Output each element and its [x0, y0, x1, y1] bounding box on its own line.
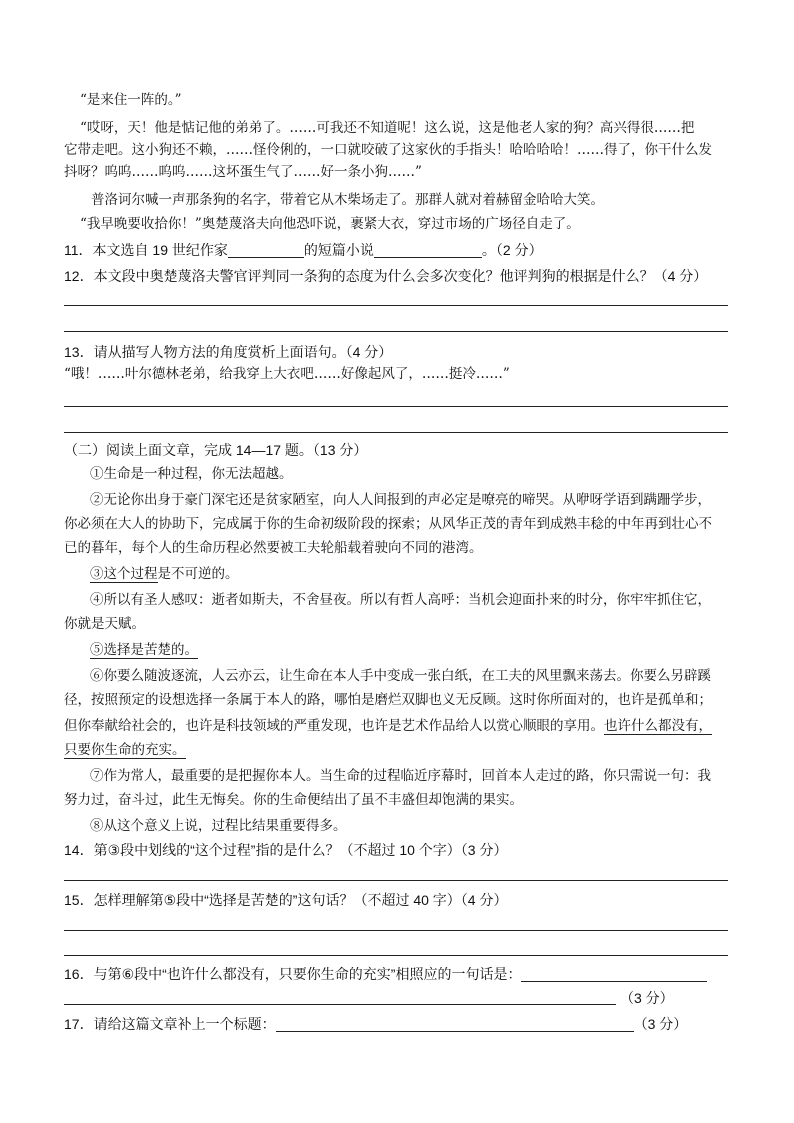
- question-11: [64, 240, 543, 260]
- question-16: [64, 964, 707, 984]
- q11-author-blank[interactable]: [228, 243, 304, 258]
- q15-answer-line-1[interactable]: [64, 930, 728, 931]
- q11-title-blank[interactable]: [374, 243, 482, 258]
- question-16-text: 16．与第⑥段中“也许什么都没有，只要你生命的充实”相照应的一句话是：: [64, 966, 522, 982]
- essay-para-3: [90, 564, 239, 584]
- q14-answer-line[interactable]: [64, 880, 728, 881]
- q13-answer-line-2[interactable]: [64, 432, 728, 433]
- essay-para-4-line-1: ④所以有圣人感叹：逝者如斯夫，不舍昼夜。所以有哲人高呼：当机会迎面扑来的时分，你牢牢抓住它，: [90, 592, 711, 608]
- underlined-this-process: ③这个过程: [90, 566, 158, 582]
- q16-answer-line-2[interactable]: [64, 1004, 616, 1005]
- essay-para-8: ⑧从这个意义上说，过程比结果重要得多。: [90, 818, 347, 834]
- story-paragraph-1: “是来住一阵的。”: [80, 92, 182, 108]
- essay-para-4-line-2: 你就是天赋。: [64, 616, 145, 632]
- essay-para-1: ①生命是一种过程，你无法超越。: [90, 466, 293, 482]
- q16-answer-blank-1[interactable]: [521, 967, 707, 982]
- q12-answer-line-1[interactable]: [64, 305, 728, 306]
- question-17-text: 17．请给这篇文章补上一个标题：: [64, 1016, 276, 1032]
- underlined-maybe-nothing: 也许什么都没有，: [604, 718, 712, 734]
- question-12: 12．本文段中奥楚蔑洛夫警官评判同一条狗的态度为什么会多次变化？他评判狗的根据是什么？（4 分）: [64, 268, 708, 284]
- q12-answer-line-2[interactable]: [64, 331, 728, 332]
- story-paragraph-4: “我早晚要收拾你！”奥楚蔑洛夫向他恐吓说，裹紧大衣，穿过市场的广场径自走了。: [80, 216, 580, 232]
- underlined-choice-is-painful: ⑤选择是苦楚的。: [90, 642, 198, 658]
- essay-para-6-line-2: 径，按照预定的设想选择一条属于本人的路，哪怕是磨烂双脚也义无反顾。这时你所面对的，也许是孤单和；: [64, 692, 712, 708]
- story-paragraph-2-line-2: 它带走吧。这小狗还不赖，……怪伶俐的，一口就咬破了这家伙的手指头！哈哈哈哈！……得了，你干什么发: [64, 142, 712, 158]
- story-paragraph-3: 普洛诃尔喊一声那条狗的名字，带着它从木柴场走了。那群人就对着赫留金哈哈大笑。: [91, 192, 604, 208]
- underlined-only-fulfilling-life: 只要你生命的充实。: [64, 742, 186, 758]
- essay-para-7-line-2: 努力过，奋斗过，此生无悔矣。你的生命便结出了虽不丰盛但却饱满的果实。: [64, 792, 523, 808]
- essay-para-2-line-3: 已的暮年，每个人的生命历程必然要被工夫轮船载着驶向不同的港湾。: [64, 540, 483, 556]
- essay-para-6-line-1: ⑥你要么随波逐流，人云亦云，让生命在本人手中变成一张白纸，在工夫的风里飘来荡去。你要么另辟蹊: [90, 668, 711, 684]
- question-15: 15．怎样理解第⑤段中“选择是苦楚的”这句话？（不超过 40 字）（4 分）: [64, 892, 508, 908]
- question-17: [64, 1014, 687, 1034]
- q13-answer-line-1[interactable]: [64, 406, 728, 407]
- question-16-score: （3 分）: [620, 990, 674, 1006]
- q15-answer-line-2[interactable]: [64, 955, 728, 956]
- question-11-part-b: 的短篇小说: [303, 242, 374, 258]
- essay-para-5: [90, 640, 198, 660]
- question-11-part-c: 。（2 分）: [481, 242, 543, 258]
- essay-para-2-line-2: 你必须在大人的协助下，完成属于你的生命初级阶段的探索；从风华正茂的青年到成熟丰稔的中年再到壮心不: [64, 516, 712, 532]
- essay-para-6-line-3: [64, 716, 712, 736]
- essay-para-6-line-3-text: 但你奉献给社会的，也许是科技领域的严重发现，也许是艺术作品给人以赏心顺眼的享用。: [64, 718, 604, 734]
- essay-para-3-rest: 是不可逆的。: [157, 566, 239, 582]
- essay-para-7-line-1: ⑦作为常人，最重要的是把握你本人。当生命的过程临近序幕时，回首本人走过的路，你只需说一句：我: [90, 768, 711, 784]
- essay-para-2-line-1: ②无论你出身于豪门深宅还是贫家陋室，向人人间报到的声必定是嘹亮的啼哭。从咿呀学语到蹒跚学步，: [90, 492, 711, 508]
- section-2-heading: （二）阅读上面文章，完成 14—17 题。（13 分）: [64, 442, 368, 458]
- question-14: 14．第③段中划线的“这个过程”指的是什么？（不超过 10 个字）（3 分）: [64, 842, 508, 858]
- story-paragraph-2-line-1: “哎呀，天！他是惦记他的弟弟了。……可我还不知道呢！这么说，这是他老人家的狗？高兴得很……把: [80, 120, 695, 136]
- question-11-part-a: 11．本文选自 19 世纪作家: [64, 242, 228, 258]
- question-13-quote: “哦！……叶尔德林老弟，给我穿上大衣吧……好像起风了，……挺冷……”: [64, 366, 510, 382]
- question-17-score: （3 分）: [633, 1016, 688, 1032]
- story-paragraph-2-line-3: 抖呀？呜呜……呜呜……这坏蛋生气了……好一条小狗……”: [64, 164, 422, 180]
- essay-para-6-line-4: [64, 740, 186, 760]
- q17-title-blank[interactable]: [276, 1017, 634, 1032]
- question-13: 13．请从描写人物方法的角度赏析上面语句。（4 分）: [64, 344, 393, 360]
